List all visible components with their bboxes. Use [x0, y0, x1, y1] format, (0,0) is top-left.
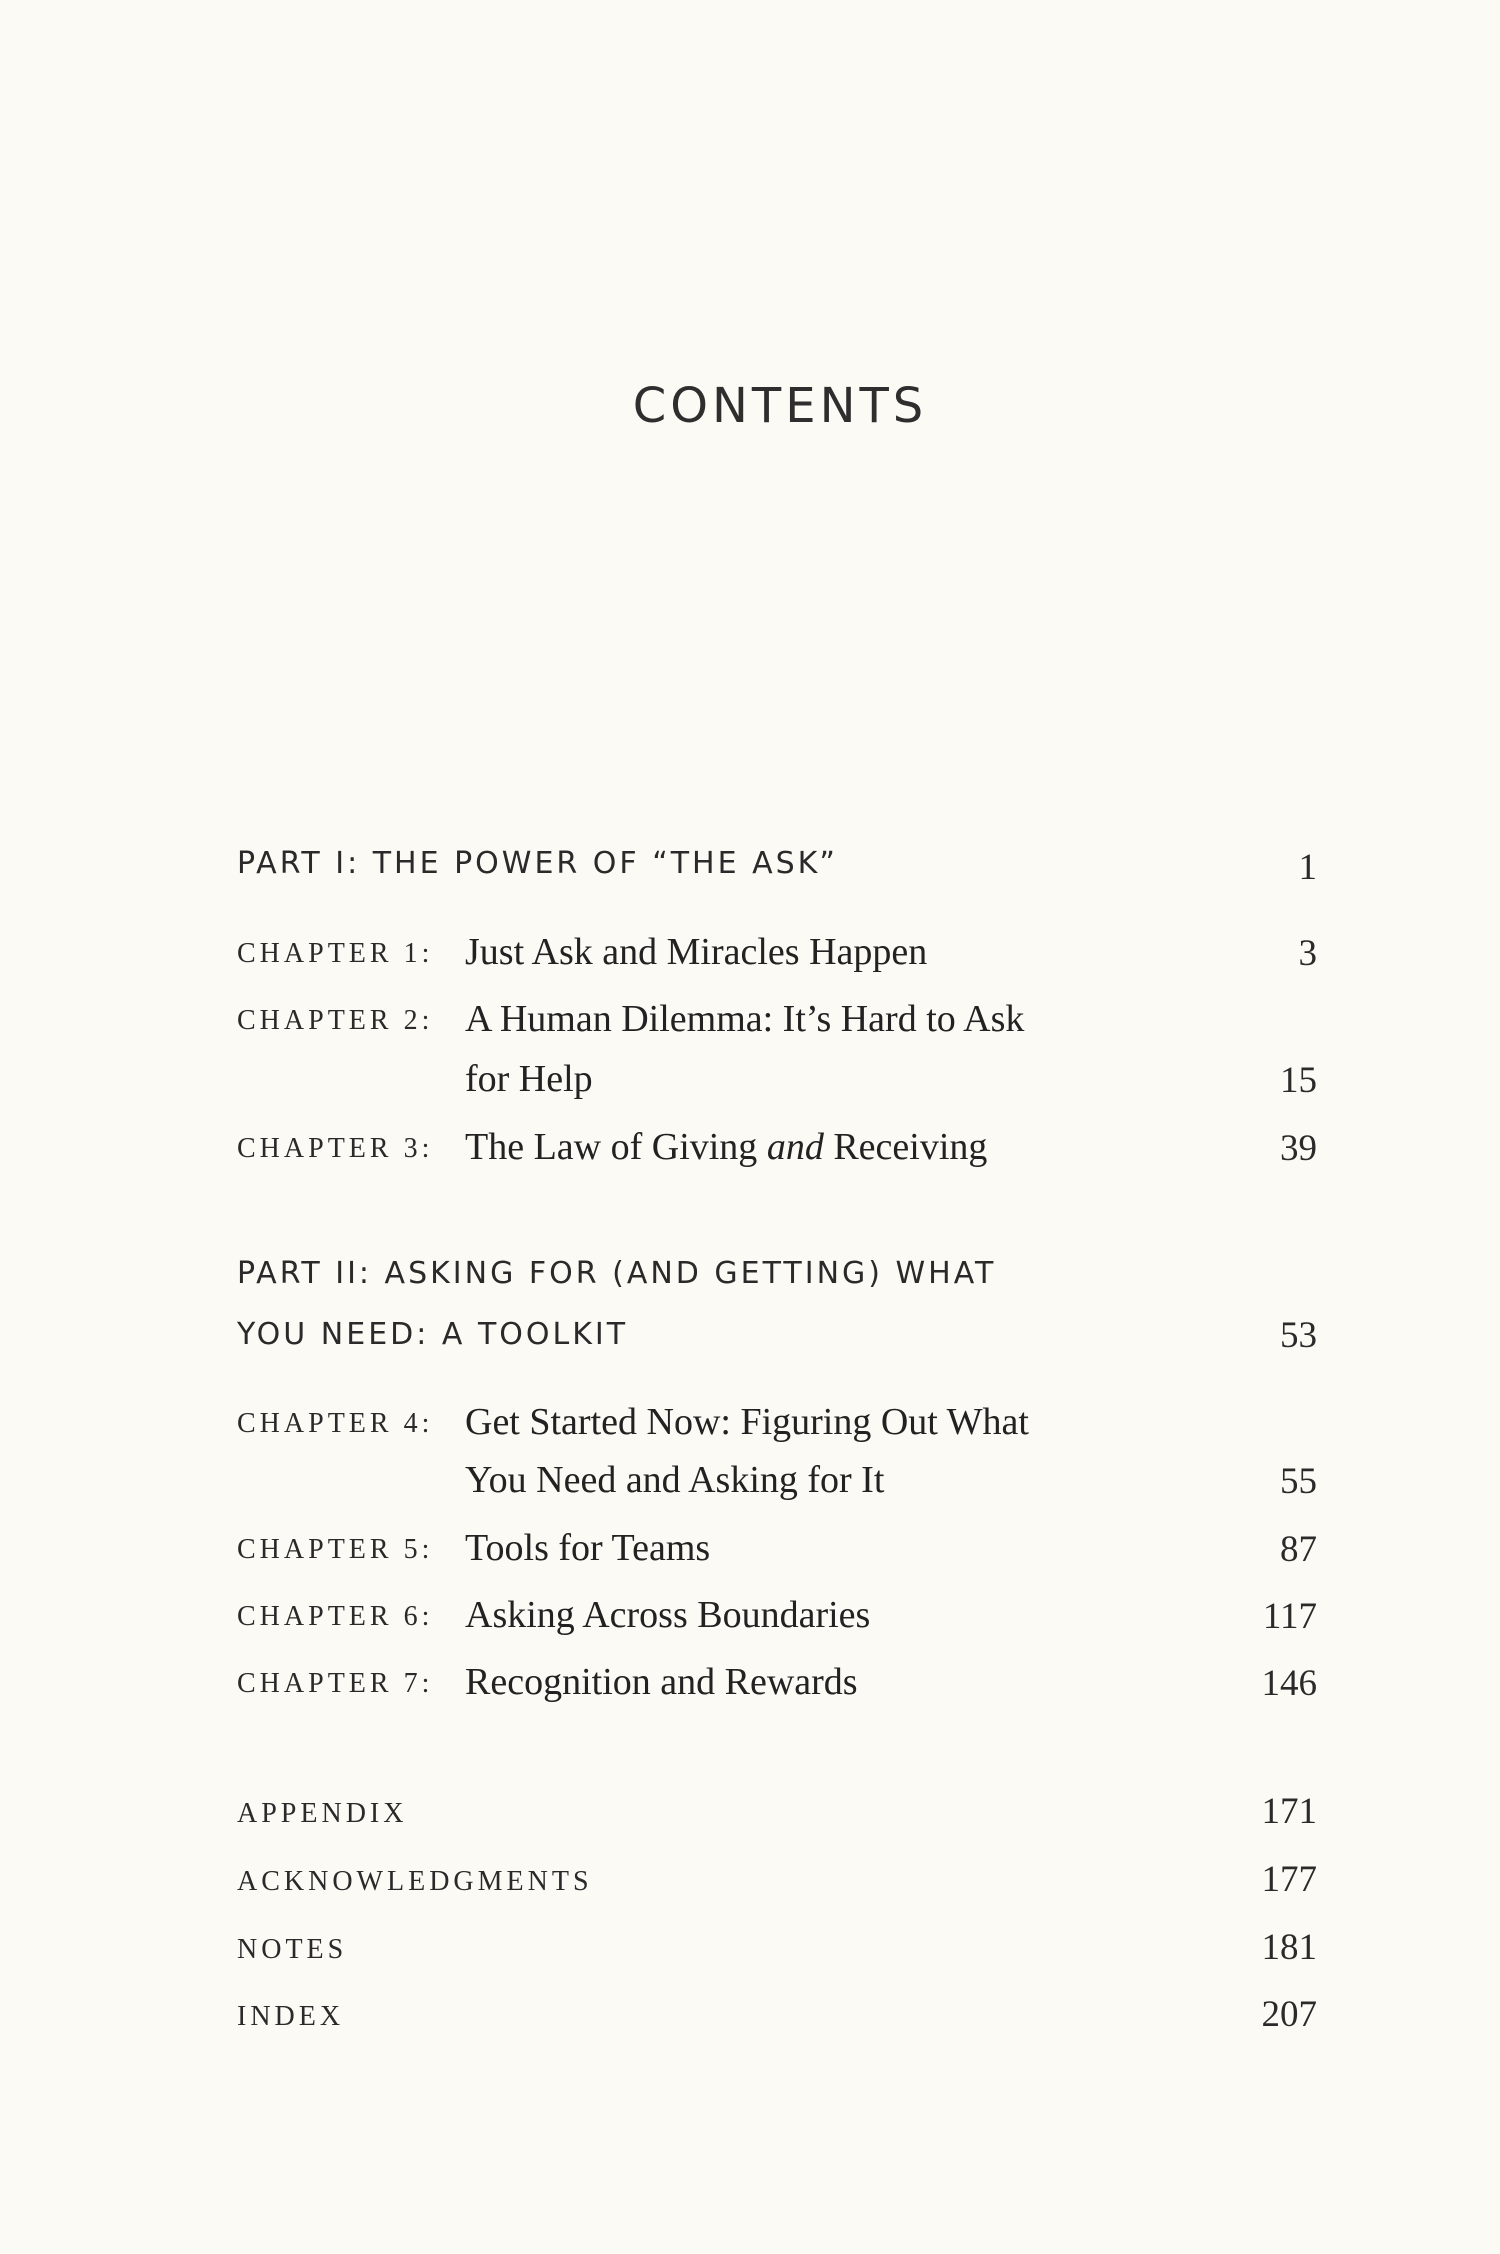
chapter-label: CHAPTER 4:	[237, 1408, 434, 1439]
page-number: 171	[1261, 1791, 1317, 1832]
page-number: 146	[1261, 1663, 1317, 1704]
chapter-title-line-1: Get Started Now: Figuring Out What	[465, 1401, 1029, 1443]
page-number: 117	[1262, 1596, 1317, 1637]
chapter-title-line-2: You Need and Asking for It	[465, 1459, 885, 1501]
part-title-line-1: PART II: ASKING FOR (AND GETTING) WHAT	[237, 1256, 997, 1291]
back-matter-label: ACKNOWLEDGMENTS	[237, 1866, 593, 1897]
back-matter-label: INDEX	[237, 2001, 345, 2032]
page-title: CONTENTS	[632, 378, 928, 434]
part-1-row	[237, 846, 1317, 888]
chapter-title-pre: The Law of Giving	[465, 1126, 767, 1168]
page-number: 181	[1261, 1927, 1317, 1968]
page-number: 177	[1261, 1859, 1317, 1900]
page-number: 39	[1280, 1128, 1317, 1169]
chapter-label: CHAPTER 5:	[237, 1534, 434, 1565]
chapter-label: CHAPTER 7:	[237, 1668, 434, 1699]
page-number: 53	[1280, 1315, 1317, 1356]
chapter-title-emphasis: and	[766, 1126, 824, 1168]
page-number: 207	[1261, 1994, 1317, 2035]
page-number: 87	[1280, 1529, 1317, 1570]
back-matter-label: APPENDIX	[237, 1798, 408, 1829]
page-number: 3	[1298, 933, 1317, 974]
part-title: PART I: THE POWER OF “THE ASK”	[237, 846, 838, 881]
chapter-title: Recognition and Rewards	[465, 1661, 858, 1703]
chapter-title-line-1: A Human Dilemma: It’s Hard to Ask	[465, 998, 1025, 1040]
page-number: 15	[1280, 1060, 1317, 1101]
chapter-title: Asking Across Boundaries	[465, 1594, 871, 1636]
chapter-title-line-2: for Help	[465, 1058, 593, 1100]
chapter-title: Just Ask and Miracles Happen	[465, 931, 928, 973]
chapter-label: CHAPTER 3:	[237, 1133, 434, 1164]
back-matter-label: NOTES	[237, 1934, 348, 1965]
chapter-title: Tools for Teams	[465, 1527, 711, 1569]
page-number: 55	[1280, 1461, 1317, 1502]
part-title-line-2: YOU NEED: A TOOLKIT	[237, 1317, 629, 1352]
page-number: 1	[1298, 847, 1317, 888]
chapter-label: CHAPTER 1:	[237, 938, 434, 969]
chapter-label: CHAPTER 2:	[237, 1005, 434, 1036]
chapter-title	[465, 1125, 987, 1169]
chapter-title-post: Receiving	[823, 1126, 988, 1168]
chapter-label: CHAPTER 6:	[237, 1601, 434, 1632]
